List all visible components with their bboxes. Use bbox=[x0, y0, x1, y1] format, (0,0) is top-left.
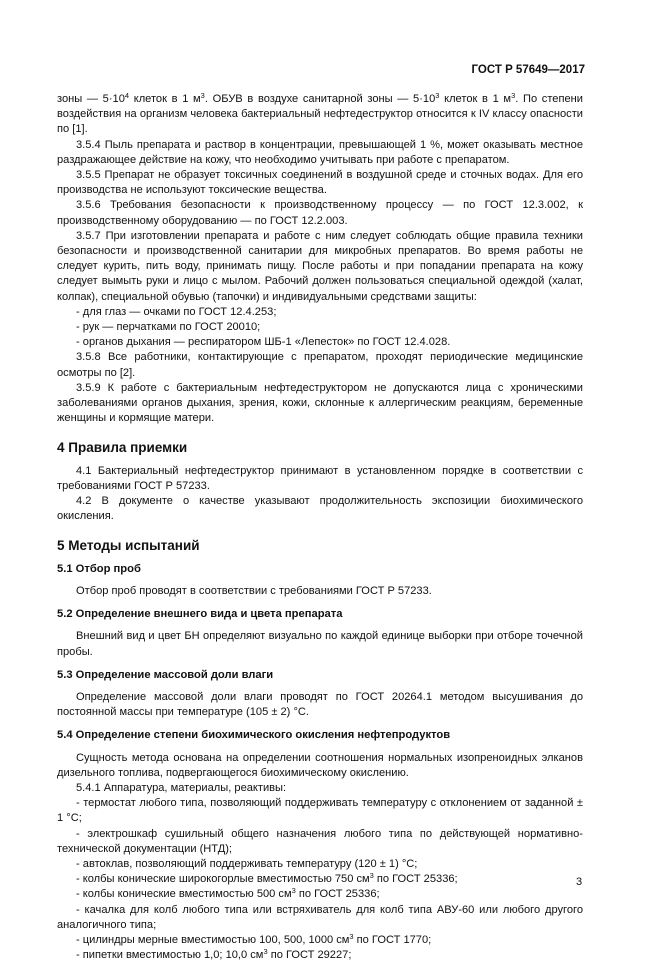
equipment-item-drying-cabinet: - электрошкаф сушильный общего назначения любого типа по действующей нормативно-технической документации (НТД); bbox=[57, 827, 583, 855]
paragraph-5-1: Отбор проб проводят в соответствии с требованиями ГОСТ Р 57233. bbox=[76, 584, 432, 597]
paragraph-3-5-6: 3.5.6 Требования безопасности к производственному процессу — по ГОСТ 12.3.002, к производственному оборудованию — по ГОСТ 12.2.003. bbox=[57, 199, 583, 227]
equipment-item-thermostat: - термостат любого типа, позволяющий поддерживать температуру с отклонением от заданной ± 1 °С; bbox=[57, 797, 583, 825]
equipment-item-wide-neck-flasks: - колбы конические широкогорлые вместимостью 750 $см^3$ по ГОСТ 25336; bbox=[76, 871, 458, 886]
list-item-respiratory: - органов дыхания — респиратором ШБ-1 «Лепесток» по ГОСТ 12.4.028. bbox=[76, 336, 451, 349]
document-header-id: ГОСТ Р 57649—2017 bbox=[471, 64, 585, 76]
section-heading-5: 5 Методы испытаний bbox=[57, 538, 200, 554]
list-item-hands: - рук — перчатками по ГОСТ 20010; bbox=[76, 321, 261, 334]
equipment-item-autoclave: - автоклав, позволяющий поддерживать температуру (120 ± 1) °С; bbox=[76, 857, 418, 870]
equipment-item-conical-flasks: - колбы конические вместимостью 500 $см^3$ по ГОСТ 25336; bbox=[76, 886, 380, 901]
paragraph-3-5-5: 3.5.5 Препарат не образует токсичных соединений в воздушной среде и сточных водах. Для его производства не используют токсические вещества. bbox=[57, 169, 583, 197]
paragraph-4-1: 4.1 Бактериальный нефтедеструктор принимают в установленном порядке в соответствии с требованиями ГОСТ Р 57233. bbox=[57, 464, 583, 492]
subsection-heading-5-4: 5.4 Определение степени биохимического окисления нефтепродуктов bbox=[57, 729, 451, 742]
equipment-item-shaker: - качалка для колб любого типа или встряхиватель для колб типа АВУ-60 или любого другого аналогичного типа; bbox=[57, 903, 583, 931]
paragraph-5-3: Определение массовой доли влаги проводят по ГОСТ 20264.1 методом высушивания до постоянной массы при температуре (105 ± 2) °С. bbox=[57, 690, 583, 719]
subsection-heading-5-2: 5.2 Определение внешнего вида и цвета препарата bbox=[57, 608, 343, 621]
paragraph-5-2: Внешний вид и цвет БН определяют визуально по каждой единице выборки при отборе точечной пробы. bbox=[57, 630, 583, 658]
subsection-heading-5-3: 5.3 Определение массовой доли влаги bbox=[57, 668, 274, 681]
paragraph-3-5-9: 3.5.9 К работе с бактериальным нефтедеструктором не допускаются лица с хроническими заболеваниями органов дыхания, зрения, кожи, склонные к аллергическим реакциям, беременные женщины и кормящие матери. bbox=[57, 381, 583, 425]
paragraph-3-5-4: 3.5.4 Пыль препарата и раствор в концентрации, превышающей 1 %, может оказывать местное раздражающее действие на кожу, что необходимо учитывать при работе с препаратом. bbox=[57, 138, 583, 166]
section-heading-4: 4 Правила приемки bbox=[57, 440, 188, 456]
paragraph-toxicity-limits: зоны — $5\cdot 10^4$ клеток в 1 $м^3$. ОБУВ в воздухе санитарной зоны — $5\cdot 10^3$ клеток в 1 $м^3$. По степени воздействия на организм человека бактериальный нефтедеструктор относится к IV классу опасности по [1]. bbox=[57, 91, 583, 136]
subsection-heading-5-1: 5.1 Отбор проб bbox=[57, 562, 141, 575]
list-item-eyes: - для глаз — очками по ГОСТ 12.4.253; bbox=[76, 305, 277, 318]
document-body bbox=[57, 92, 583, 963]
paragraph-3-5-8: 3.5.8 Все работники, контактирующие с препаратом, проходят периодические медицинские осмотры по [2]. bbox=[57, 351, 583, 379]
equipment-item-pipettes: - пипетки вместимостью 1,0; 10,0 $см^3$ по ГОСТ 29227; bbox=[76, 947, 352, 962]
page-number: 3 bbox=[576, 876, 583, 888]
paragraph-5-4: Сущность метода основана на определении соотношения нормальных изопреноидных элканов дизельного топлива, подвергающегося биохимическому окислению. bbox=[57, 751, 583, 779]
paragraph-4-2: 4.2 В документе о качестве указывают продолжительность экспозиции биохимического окисления. bbox=[57, 495, 583, 523]
paragraph-3-5-7: 3.5.7 При изготовлении препарата и работе с ним следует соблюдать общие правила техники безопасности и производственной санитарии для микробных препаратов. Во время работы не следует курить, пить воду, принимать пищу. После работы и при попадании препарата на кожу следует вымыть руки и лицо с мылом. Рабочий должен пользоваться специальной одеждой (халат, колпак), специальной обувью (тапочки) и индивидуальными средствами защиты: bbox=[57, 229, 583, 303]
paragraph-5-4-1: 5.4.1 Аппаратура, материалы, реактивы: bbox=[76, 781, 287, 794]
equipment-item-cylinders: - цилиндры мерные вместимостью 100, 500, 1000 $см^3$ по ГОСТ 1770; bbox=[76, 931, 432, 946]
